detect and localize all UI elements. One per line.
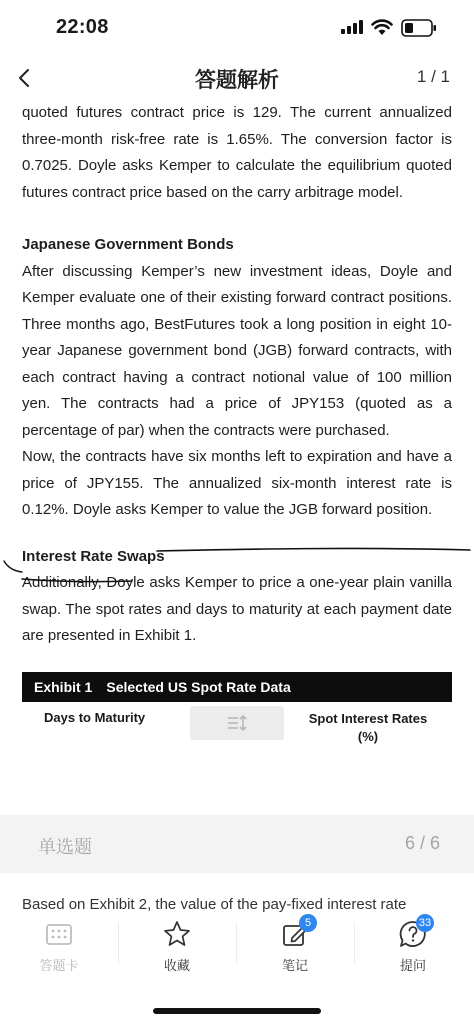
nav-bar [0, 56, 474, 100]
wifi-icon [371, 18, 393, 36]
jgb-paragraph: After discussing Kemper’s new investment ideas, Doyle and Kemper evaluate one of their existing forward contract positions. Three months ago, BestFutures took a long position in eight 10-year Japanese government bond (JGB) forward contracts, with each contract having a contract notional value of 100 million yen. The contracts had a price of JPY153 (quoted as a percentage of par) when the contracts were purchased. [22, 262, 452, 439]
exhibit-header [22, 672, 452, 702]
star-icon [161, 918, 193, 950]
analysis-content[interactable] [22, 100, 452, 815]
notes-label: 笔记 [281, 958, 308, 973]
grid-card-icon [43, 918, 75, 950]
swaps-heading: Interest Rate Swaps [22, 547, 165, 565]
swap-columns-icon [226, 714, 248, 732]
exhibit-column-headers [22, 702, 452, 742]
home-indicator [153, 1008, 321, 1014]
ask-label: 提问 [399, 958, 426, 973]
now-paragraph: Now, the contracts have six months left to expiration and have a price of JPY155. The annualized six-month interest rate is 0.12%. Doyle asks Kemper to value the JGB forward position. [22, 448, 452, 518]
question-type-label: 单选题 [38, 837, 92, 857]
battery-icon [401, 18, 437, 38]
question-type-bar [0, 815, 474, 873]
favorite-label: 收藏 [163, 958, 190, 973]
page-title: 答题解析 [195, 69, 279, 92]
exhibit-title: Selected US Spot Rate Data [106, 678, 291, 695]
exhibit-label: Exhibit 1 [34, 678, 93, 695]
ask-button[interactable] [354, 912, 472, 982]
status-time: 22:08 [56, 16, 109, 38]
bottom-toolbar [0, 912, 474, 982]
favorite-button[interactable] [118, 912, 236, 982]
jgb-heading: Japanese Government Bonds [22, 236, 234, 253]
cellular-signal-icon [341, 20, 365, 34]
exhibit-toggle-button[interactable] [190, 706, 284, 740]
ask-badge: 33 [416, 914, 434, 932]
question-counter: 6 / 6 [404, 833, 440, 853]
days-to-maturity-header: Days to Maturity [44, 709, 146, 725]
intro-paragraph: quoted futures contract price is 129. The current annualized three-month risk-free rate is 1.65%. The conversion factor is 0.7025. Doyle asks Kemper to calculate the equilibrium quoted futures contract price based on the carry arbitrage model. [22, 104, 452, 201]
answer-card-label: 答题卡 [39, 958, 79, 973]
spot-rates-header [284, 710, 452, 746]
exhibit-table [22, 672, 452, 742]
answer-card-button[interactable] [0, 912, 118, 982]
status-bar [0, 0, 474, 56]
spot-rates-unit: (%) [357, 728, 379, 744]
notes-badge: 5 [299, 914, 317, 932]
notes-button[interactable] [236, 912, 354, 982]
question-stem-preview: Based on Exhibit 2, the value of the pay-fixed interest rate [22, 896, 407, 912]
swaps-paragraph: Additionally, Doyle asks Kemper to price a one-year plain vanilla swap. The spot rates and days to maturity at each payment date are presented in Exhibit 1. [22, 574, 452, 644]
spot-rates-label: Spot Interest Rates [308, 710, 428, 726]
page-counter: 1 / 1 [416, 67, 450, 86]
